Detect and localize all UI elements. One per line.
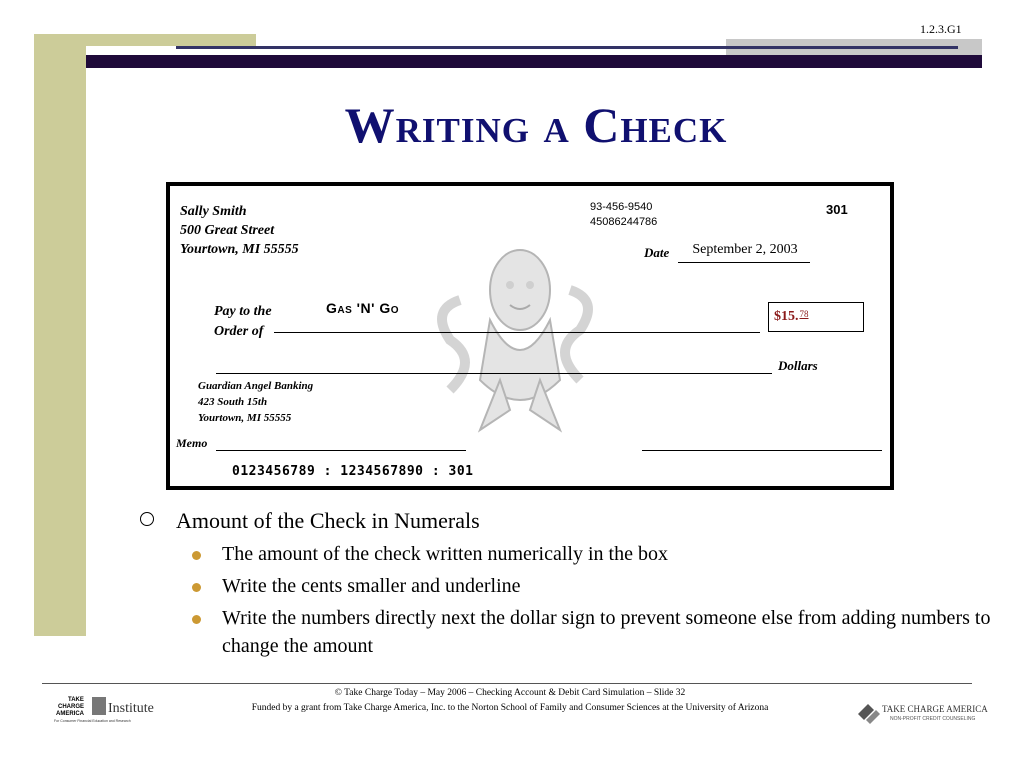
footer-rule (42, 683, 972, 684)
payee-name: Gas 'N' Go (326, 300, 399, 316)
bullet-item-text: Write the numbers directly next the dollar sign to prevent someone else from adding numbers to change the amount (222, 607, 991, 657)
routing-line-1: 93-456-9540 (590, 201, 653, 213)
memo-label: Memo (176, 436, 208, 450)
amount-numerals (774, 309, 809, 325)
bullet-heading-text: Amount of the Check in Numerals (176, 508, 480, 533)
pay-label-1: Pay to the (214, 304, 272, 319)
logo-left-bot: AMERICA (56, 711, 84, 717)
check-number: 301 (826, 202, 848, 217)
top-thick-rule (86, 55, 982, 68)
date-line (678, 262, 810, 263)
owner-name: Sally Smith (180, 204, 247, 219)
take-charge-america-logo (856, 700, 996, 726)
footer-line-1: © Take Charge Today – May 2006 – Checking Account & Debit Card Simulation – Slide 32 (334, 688, 686, 698)
owner-city: Yourtown, MI 55555 (180, 242, 299, 257)
bullet-item-text: The amount of the check written numerically in the box (222, 543, 668, 565)
take-charge-america-institute-logo (54, 694, 164, 724)
amount-cents: 78 (799, 309, 809, 319)
dot-bullet-icon (192, 615, 201, 624)
account-holder-info (180, 202, 299, 259)
bullet-item (140, 604, 1020, 660)
bullet-list (140, 508, 1020, 664)
pay-to-label (214, 302, 272, 342)
date-label: Date (644, 245, 670, 260)
logo-right-sub: NON-PROFIT CREDIT COUNSELING (890, 716, 976, 722)
logo-left-top: TAKE (68, 697, 84, 703)
logo-left-mid: CHARGE (58, 704, 85, 710)
written-amount-line (216, 373, 772, 374)
routing-line-2: 45086244786 (590, 216, 658, 228)
bank-city: Yourtown, MI 55555 (198, 412, 292, 424)
bank-info (198, 378, 313, 426)
bank-street: 423 South 15th (198, 396, 268, 408)
bullet-heading (140, 508, 1020, 534)
bullet-item (140, 572, 1020, 600)
bullet-item-text: Write the cents smaller and underline (222, 575, 521, 597)
logo-right-word: TAKE CHARGE AMERICA (882, 704, 988, 714)
bank-name: Guardian Angel Banking (198, 380, 314, 392)
slide-title: Writing a Check (344, 97, 728, 153)
check-image (166, 182, 894, 490)
amount-dollars: $15 (774, 309, 795, 324)
signature-line (642, 450, 882, 451)
top-tan-bar (86, 34, 256, 46)
slide-code: 1.2.3.G1 (920, 22, 962, 36)
logo-left-word: Institute (108, 701, 154, 716)
micr-line: 0123456789 : 1234567890 : 301 (232, 464, 474, 479)
money-character-illustration (420, 230, 620, 440)
hollow-circle-bullet-icon (140, 512, 154, 526)
footer-line-2: Funded by a grant from Take Charge America, Inc. to the Norton School of Family and Consumer Sciences at the University of Arizona (251, 703, 769, 713)
memo-line (216, 450, 466, 451)
top-thin-rule (176, 46, 958, 49)
dot-bullet-icon (192, 583, 201, 592)
pay-label-2: Order of (214, 324, 264, 339)
amount-dot: . (795, 309, 799, 324)
owner-street: 500 Great Street (180, 223, 275, 238)
logo-left-sub: For Consumer Financial Education and Research (54, 719, 131, 723)
payee-line (274, 332, 760, 333)
left-accent-bar (34, 34, 86, 636)
dollars-label: Dollars (778, 358, 818, 373)
date-value: September 2, 2003 (692, 242, 798, 257)
routing-info (590, 200, 657, 230)
dot-bullet-icon (192, 551, 201, 560)
bullet-item (140, 540, 1020, 568)
